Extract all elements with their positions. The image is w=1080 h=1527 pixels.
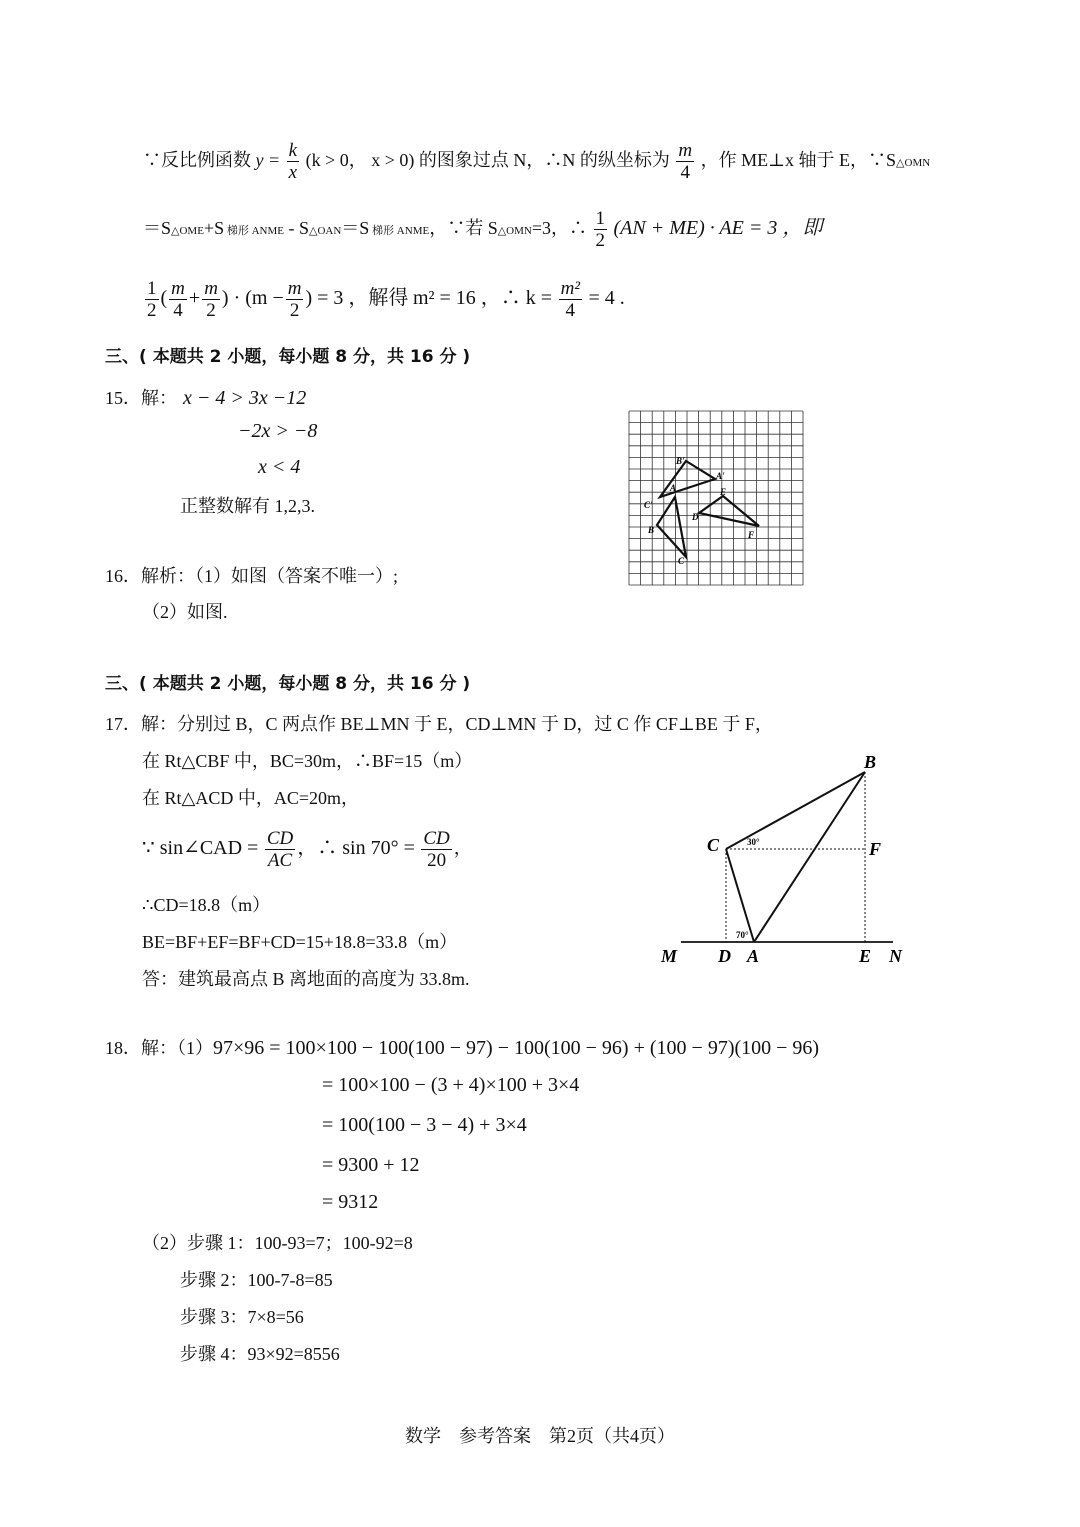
fraction-m-over-2 <box>286 278 304 323</box>
label-d: D <box>692 512 699 522</box>
den: 4 <box>680 162 690 184</box>
math: 97×96 = 100×100 − 100(100 − 97) − 100(100 − 96) + (100 − 97)(100 − 96) <box>213 1037 820 1059</box>
text: (k > 0， x > 0) 的图象过点 N，∴N 的纵坐标为 <box>305 150 670 170</box>
p15-line4: 正整数解有 1,2,3. <box>180 496 315 516</box>
text: +S <box>203 218 225 238</box>
num: 1 <box>595 207 606 229</box>
text: ，作 ME⊥x 轴于 E，∵S <box>700 150 897 170</box>
fraction-m-over-2 <box>202 278 220 323</box>
den: 4 <box>565 300 576 322</box>
p17-line2: 在 Rt△CBF 中，BC=30m，∴BF=15（m） <box>142 751 473 771</box>
p16-line2: （2）如图. <box>142 602 228 622</box>
p18-step2: 步骤 2：100-7-8=85 <box>180 1270 333 1290</box>
math: ，∴ sin 70° = <box>297 837 415 859</box>
label-e: E <box>859 946 872 966</box>
label-f: F <box>748 530 755 540</box>
math: ) = 3 ，解得 <box>305 287 409 309</box>
label-b: B <box>864 752 877 772</box>
num: m <box>171 277 185 299</box>
math: + <box>188 287 201 309</box>
text: ，∵若 S <box>429 218 498 238</box>
p17-line5: ∴CD=18.8（m） <box>142 895 271 915</box>
subscript: 梯形 ANME <box>369 225 430 237</box>
p18-line2: = 100×100 − (3 + 4)×100 + 3×4 <box>322 1074 580 1096</box>
den: 2 <box>595 230 606 252</box>
label-angle-30: 30° <box>747 837 760 847</box>
fraction-m2-over-4 <box>559 278 582 323</box>
segment-ca <box>726 849 754 942</box>
num: m² <box>560 277 580 299</box>
fraction-k-over-x <box>287 140 299 185</box>
num: CD <box>423 827 450 849</box>
label-f: F <box>869 839 882 859</box>
label-a: A <box>747 946 760 966</box>
fraction-cd-over-ac <box>265 828 295 873</box>
segment-ab <box>754 772 865 942</box>
label-d: D <box>718 946 731 966</box>
text: ∵反比例函数 <box>143 150 251 170</box>
fraction-cd-over-20 <box>421 828 451 873</box>
den: x <box>288 162 298 184</box>
math: y = <box>255 150 281 170</box>
label-angle-70: 70° <box>736 930 749 940</box>
label-e: E <box>720 487 727 497</box>
p14-line1 <box>143 130 930 190</box>
label-a: A <box>670 483 677 493</box>
label-c: C <box>707 835 720 855</box>
text: =3，∴ <box>531 218 588 238</box>
p18-line3: = 100(100 − 3 − 4) + 3×4 <box>322 1114 527 1136</box>
p16-line1: 16．解析：（1）如图（答案不唯一）; <box>105 566 398 586</box>
label-a1: A' <box>716 471 725 481</box>
problem-number: 18．解：（1） <box>105 1038 213 1058</box>
label-b1: B' <box>676 456 685 466</box>
math: = 4 . <box>588 287 625 309</box>
label-m: M <box>661 946 678 966</box>
p17-line7: 答：建筑最高点 B 离地面的高度为 33.8m. <box>142 969 470 989</box>
math: (AN + ME) · AE = 3 ，即 <box>613 217 823 239</box>
num: m <box>287 277 302 299</box>
p15-line1 <box>105 384 306 410</box>
text: ， <box>453 838 472 858</box>
p18-line4: = 9300 + 12 <box>322 1154 420 1176</box>
p17-line4 <box>142 818 472 878</box>
den: 4 <box>173 300 183 322</box>
text: - S <box>283 218 309 238</box>
den: 2 <box>147 300 157 322</box>
grid-figure <box>628 410 804 588</box>
grid-lines <box>629 411 803 585</box>
fraction-half <box>145 278 159 323</box>
p18-step1: （2）步骤 1：100-93=7；100-92=8 <box>142 1233 413 1253</box>
section-heading: 三、( 本题共 2 小题，每小题 8 分，共 16 分 ) <box>105 674 471 694</box>
p15-line3: x < 4 <box>258 456 301 478</box>
p18-step4: 步骤 4：93×92=8556 <box>180 1344 340 1364</box>
p17-line1: 17．解：分别过 B，C 两点作 BE⊥MN 于 E，CD⊥MN 于 D，过 C 作 CF⊥BE 于 F， <box>105 714 773 734</box>
p14-line2 <box>143 198 822 258</box>
den: AC <box>267 850 293 872</box>
math: ∵ sin∠CAD = <box>142 837 259 859</box>
subscript: △OAN <box>309 225 342 237</box>
text: ＝S <box>143 218 172 238</box>
page-footer: 数学 参考答案 第2页（共4页） <box>405 1426 675 1446</box>
num: 1 <box>147 277 157 299</box>
label-c1: C' <box>644 500 653 510</box>
label-b: B <box>648 525 655 535</box>
p18-line1 <box>105 1034 819 1060</box>
fraction-half <box>594 208 608 253</box>
fraction-m-over-4 <box>169 278 187 323</box>
subscript: 梯形 ANME <box>224 225 284 237</box>
triangle-a1b1c1 <box>660 461 715 497</box>
den: 2 <box>206 300 216 322</box>
p17-line3: 在 Rt△ACD 中，AC=20m， <box>142 788 360 808</box>
math: ( <box>160 287 168 309</box>
label-n: N <box>889 946 902 966</box>
math: x − 4 > 3x −12 <box>183 387 307 409</box>
math: ) · (m − <box>221 287 284 309</box>
num: m <box>678 139 693 161</box>
math: m² = 16 ，∴ k = <box>412 287 553 309</box>
p17-line6: BE=BF+EF=BF+CD=15+18.8=33.8（m） <box>142 932 458 952</box>
subscript: △OMN <box>896 157 931 169</box>
p15-line2: −2x > −8 <box>238 420 318 442</box>
figure-17 <box>655 748 915 973</box>
num: CD <box>266 827 294 849</box>
p18-line5: = 9312 <box>322 1191 379 1213</box>
den: 20 <box>427 850 447 872</box>
num: k <box>288 139 298 161</box>
fraction-m-over-4 <box>676 140 694 185</box>
subscript: △OMN <box>497 225 532 237</box>
text: ＝S <box>341 218 370 238</box>
den: 2 <box>289 300 300 322</box>
triangle-def <box>699 496 759 526</box>
label-c: C <box>678 556 685 566</box>
subscript: △OME <box>171 225 204 237</box>
num: m <box>204 277 218 299</box>
p14-line3 <box>143 268 625 328</box>
section-heading: 三、( 本题共 2 小题，每小题 8 分，共 16 分 ) <box>105 347 471 367</box>
p18-step3: 步骤 3：7×8=56 <box>180 1307 304 1327</box>
problem-number: 15．解： <box>105 388 177 408</box>
